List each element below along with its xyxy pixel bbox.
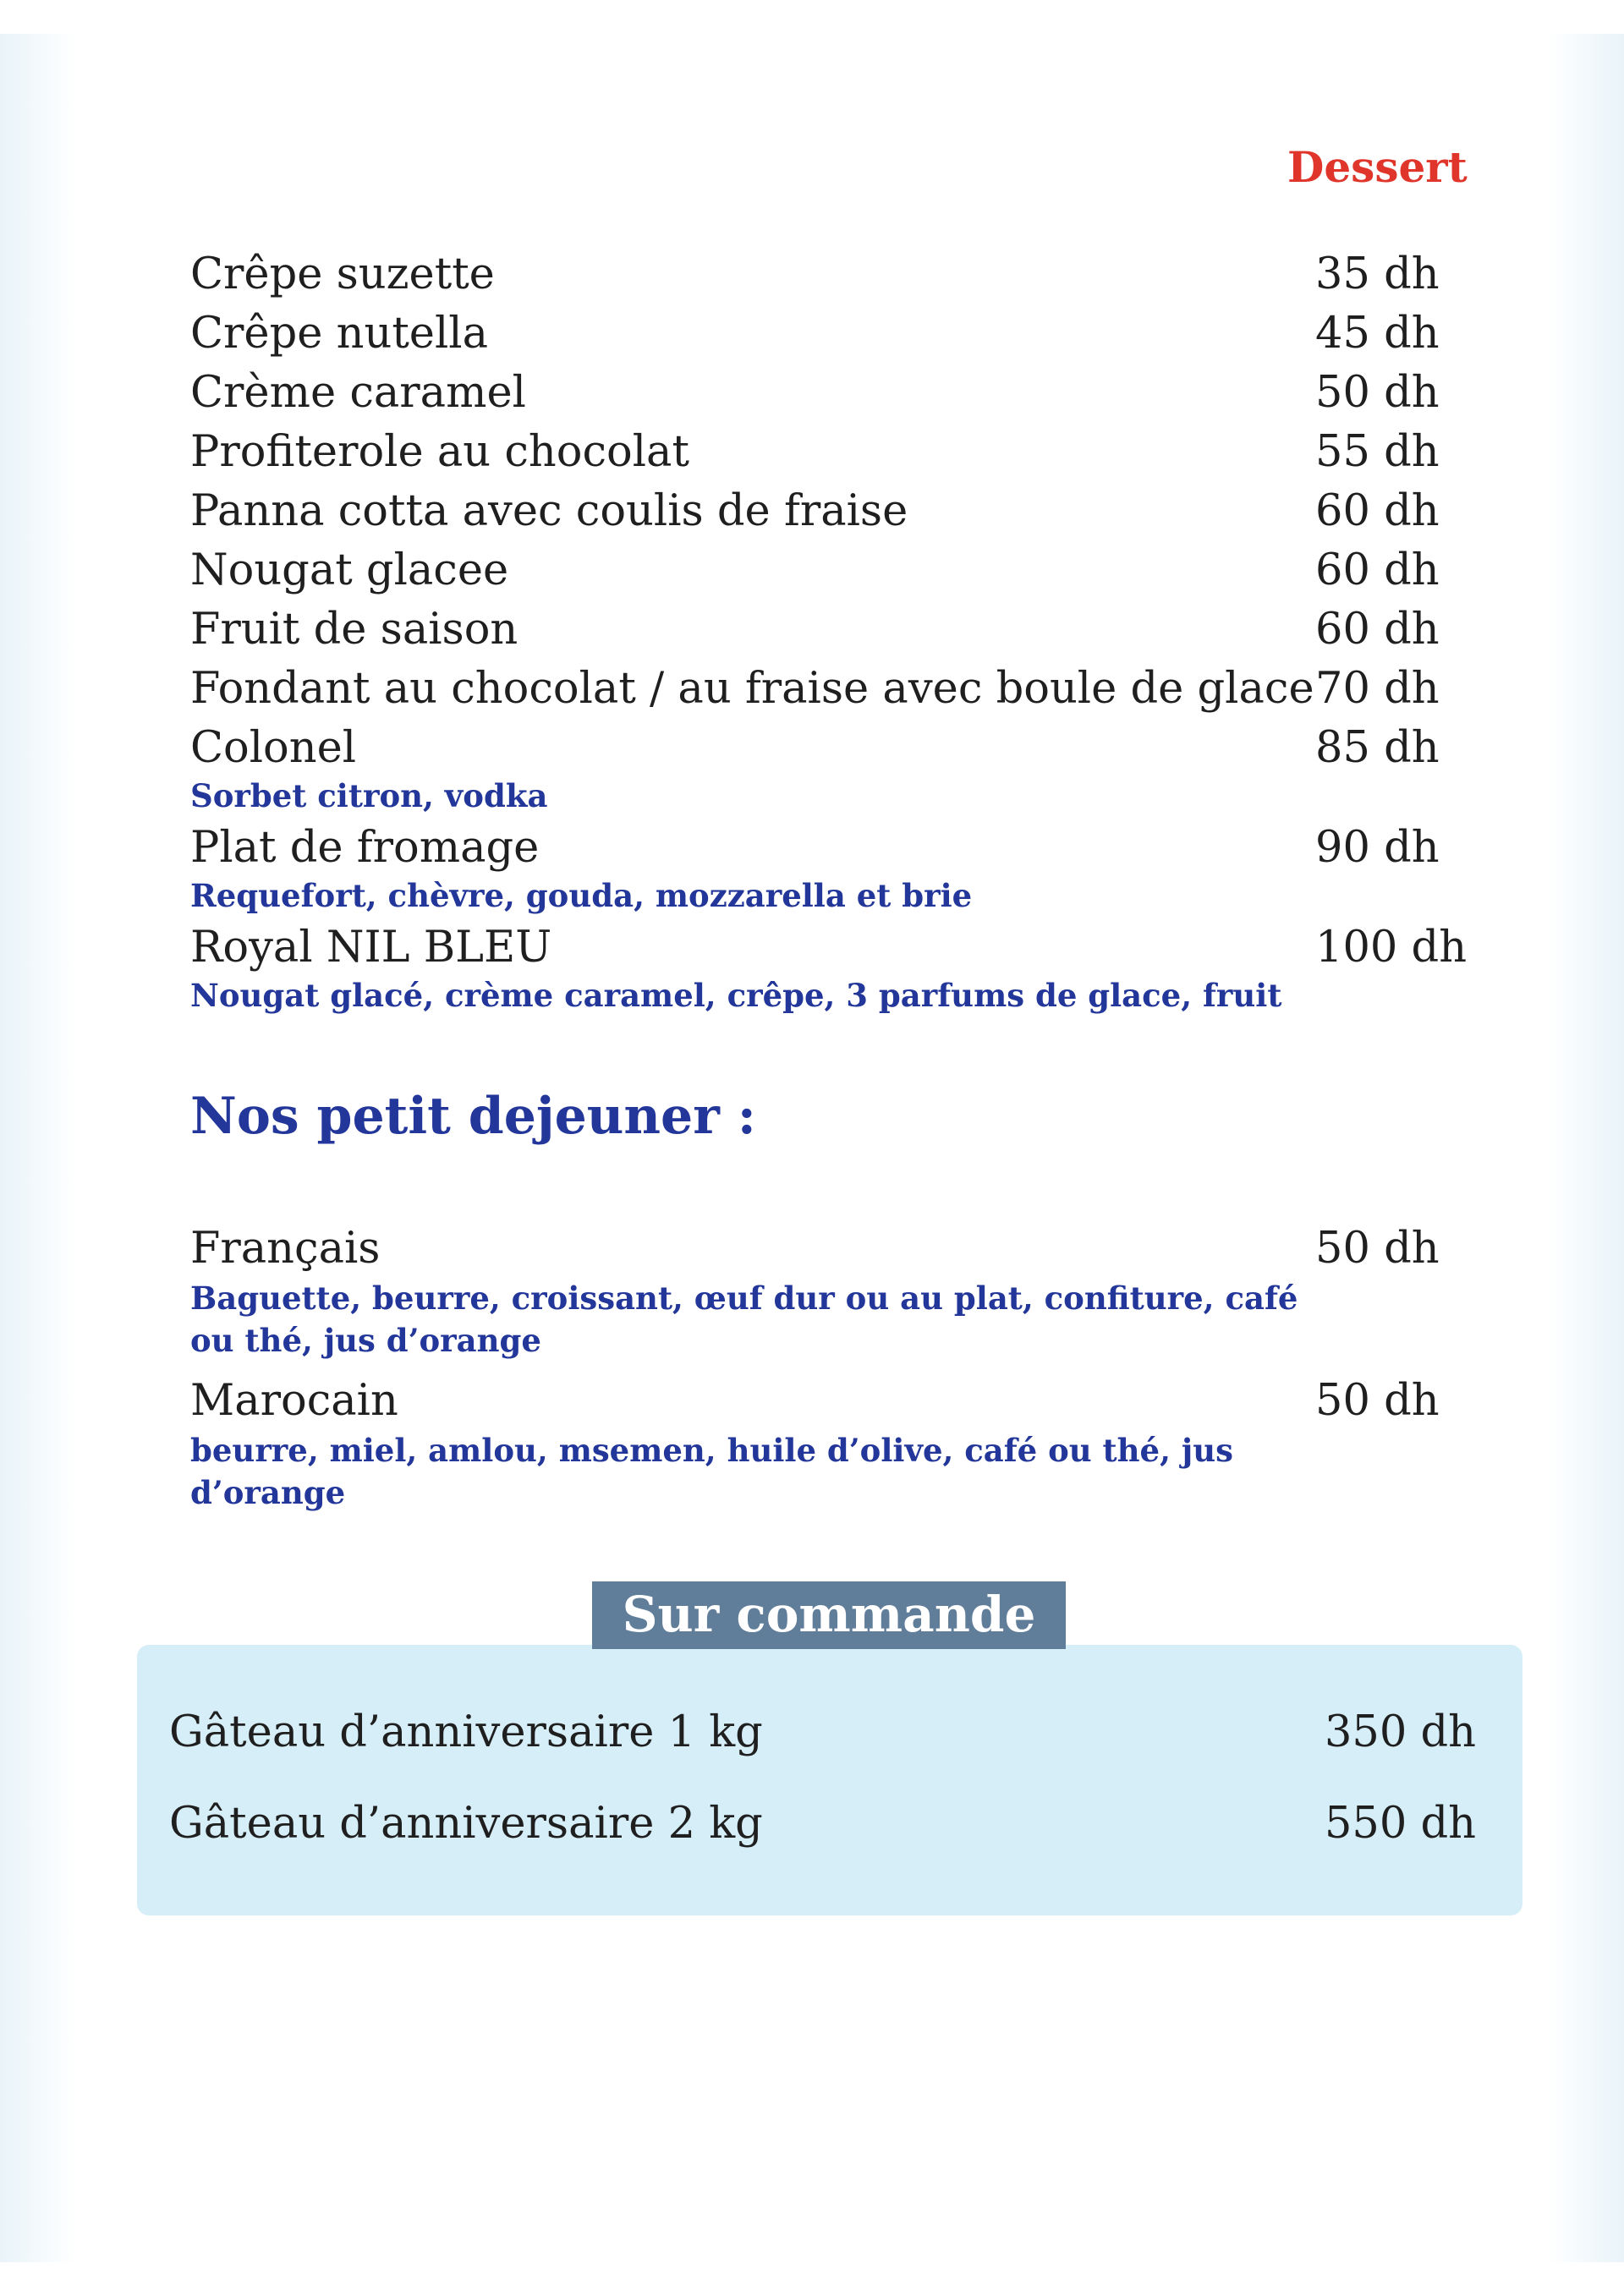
item-price: 60 dh [1315, 486, 1440, 536]
item-price: 550 dh [1324, 1799, 1476, 1849]
item-price: 35 dh [1315, 249, 1440, 299]
dessert-item [190, 304, 1476, 364]
item-name: Fruit de saison [190, 605, 518, 655]
item-name: Profiterole au chocolat [190, 427, 689, 477]
item-name: Nougat glacee [190, 545, 509, 595]
item-name: Plat de fromage [190, 823, 540, 873]
item-price: 50 dh [1315, 1224, 1440, 1274]
dessert-item [190, 600, 1476, 660]
item-price: 60 dh [1315, 605, 1440, 655]
dessert-item [190, 819, 1476, 917]
item-name: Français [190, 1224, 381, 1274]
order-list [169, 1687, 1476, 1870]
item-name: Royal NIL BLEU [190, 923, 552, 973]
item-price: 50 dh [1315, 368, 1440, 418]
item-name: Gâteau d’anniversaire 1 kg [169, 1707, 763, 1757]
item-description: Requefort, chèvre, gouda, mozzarella et brie [190, 877, 973, 914]
decorative-border-right [1548, 34, 1624, 2262]
item-name: Gâteau d’anniversaire 2 kg [169, 1799, 763, 1849]
order-label: Sur commande [592, 1581, 1066, 1649]
item-price: 90 dh [1315, 823, 1440, 873]
breakfast-list [190, 1218, 1476, 1522]
breakfast-title: Nos petit dejeuner : [190, 1087, 756, 1146]
decorative-border-left [0, 34, 76, 2262]
item-name: Marocain [190, 1376, 398, 1426]
item-name: Fondant au chocolat / au fraise avec boule de glace [190, 664, 1314, 714]
dessert-list [190, 245, 1476, 1018]
item-price: 45 dh [1315, 309, 1440, 359]
item-description: beurre, miel, amlou, msemen, huile d’olive, café ou thé, jus d’orange [190, 1432, 1233, 1511]
item-price: 55 dh [1315, 427, 1440, 477]
item-name: Crêpe nutella [190, 309, 489, 359]
dessert-item [190, 423, 1476, 482]
item-description: Nougat glacé, crème caramel, crêpe, 3 parfums de glace, fruit [190, 977, 1282, 1014]
dessert-item [190, 482, 1476, 541]
order-item [169, 1687, 1476, 1778]
item-price: 50 dh [1315, 1376, 1440, 1426]
item-description: Baguette, beurre, croissant, œuf dur ou au plat, confiture, café ou thé, jus d’orange [190, 1280, 1298, 1359]
item-name: Crêpe suzette [190, 249, 495, 299]
item-price: 100 dh [1315, 923, 1468, 973]
breakfast-item [190, 1370, 1476, 1514]
order-item [169, 1778, 1476, 1870]
dessert-item [190, 245, 1476, 304]
item-price: 60 dh [1315, 545, 1440, 595]
dessert-item [190, 660, 1476, 719]
dessert-item [190, 541, 1476, 600]
dessert-item [190, 719, 1476, 817]
item-price: 85 dh [1315, 723, 1440, 773]
item-price: 350 dh [1324, 1707, 1476, 1757]
item-price: 70 dh [1315, 664, 1440, 714]
item-name: Panna cotta avec coulis de fraise [190, 486, 908, 536]
dessert-title: Dessert [1287, 142, 1468, 192]
breakfast-item [190, 1218, 1476, 1362]
dessert-item [190, 918, 1476, 1016]
dessert-item [190, 364, 1476, 423]
item-name: Crème caramel [190, 368, 526, 418]
item-description: Sorbet citron, vodka [190, 777, 548, 814]
item-name: Colonel [190, 723, 357, 773]
